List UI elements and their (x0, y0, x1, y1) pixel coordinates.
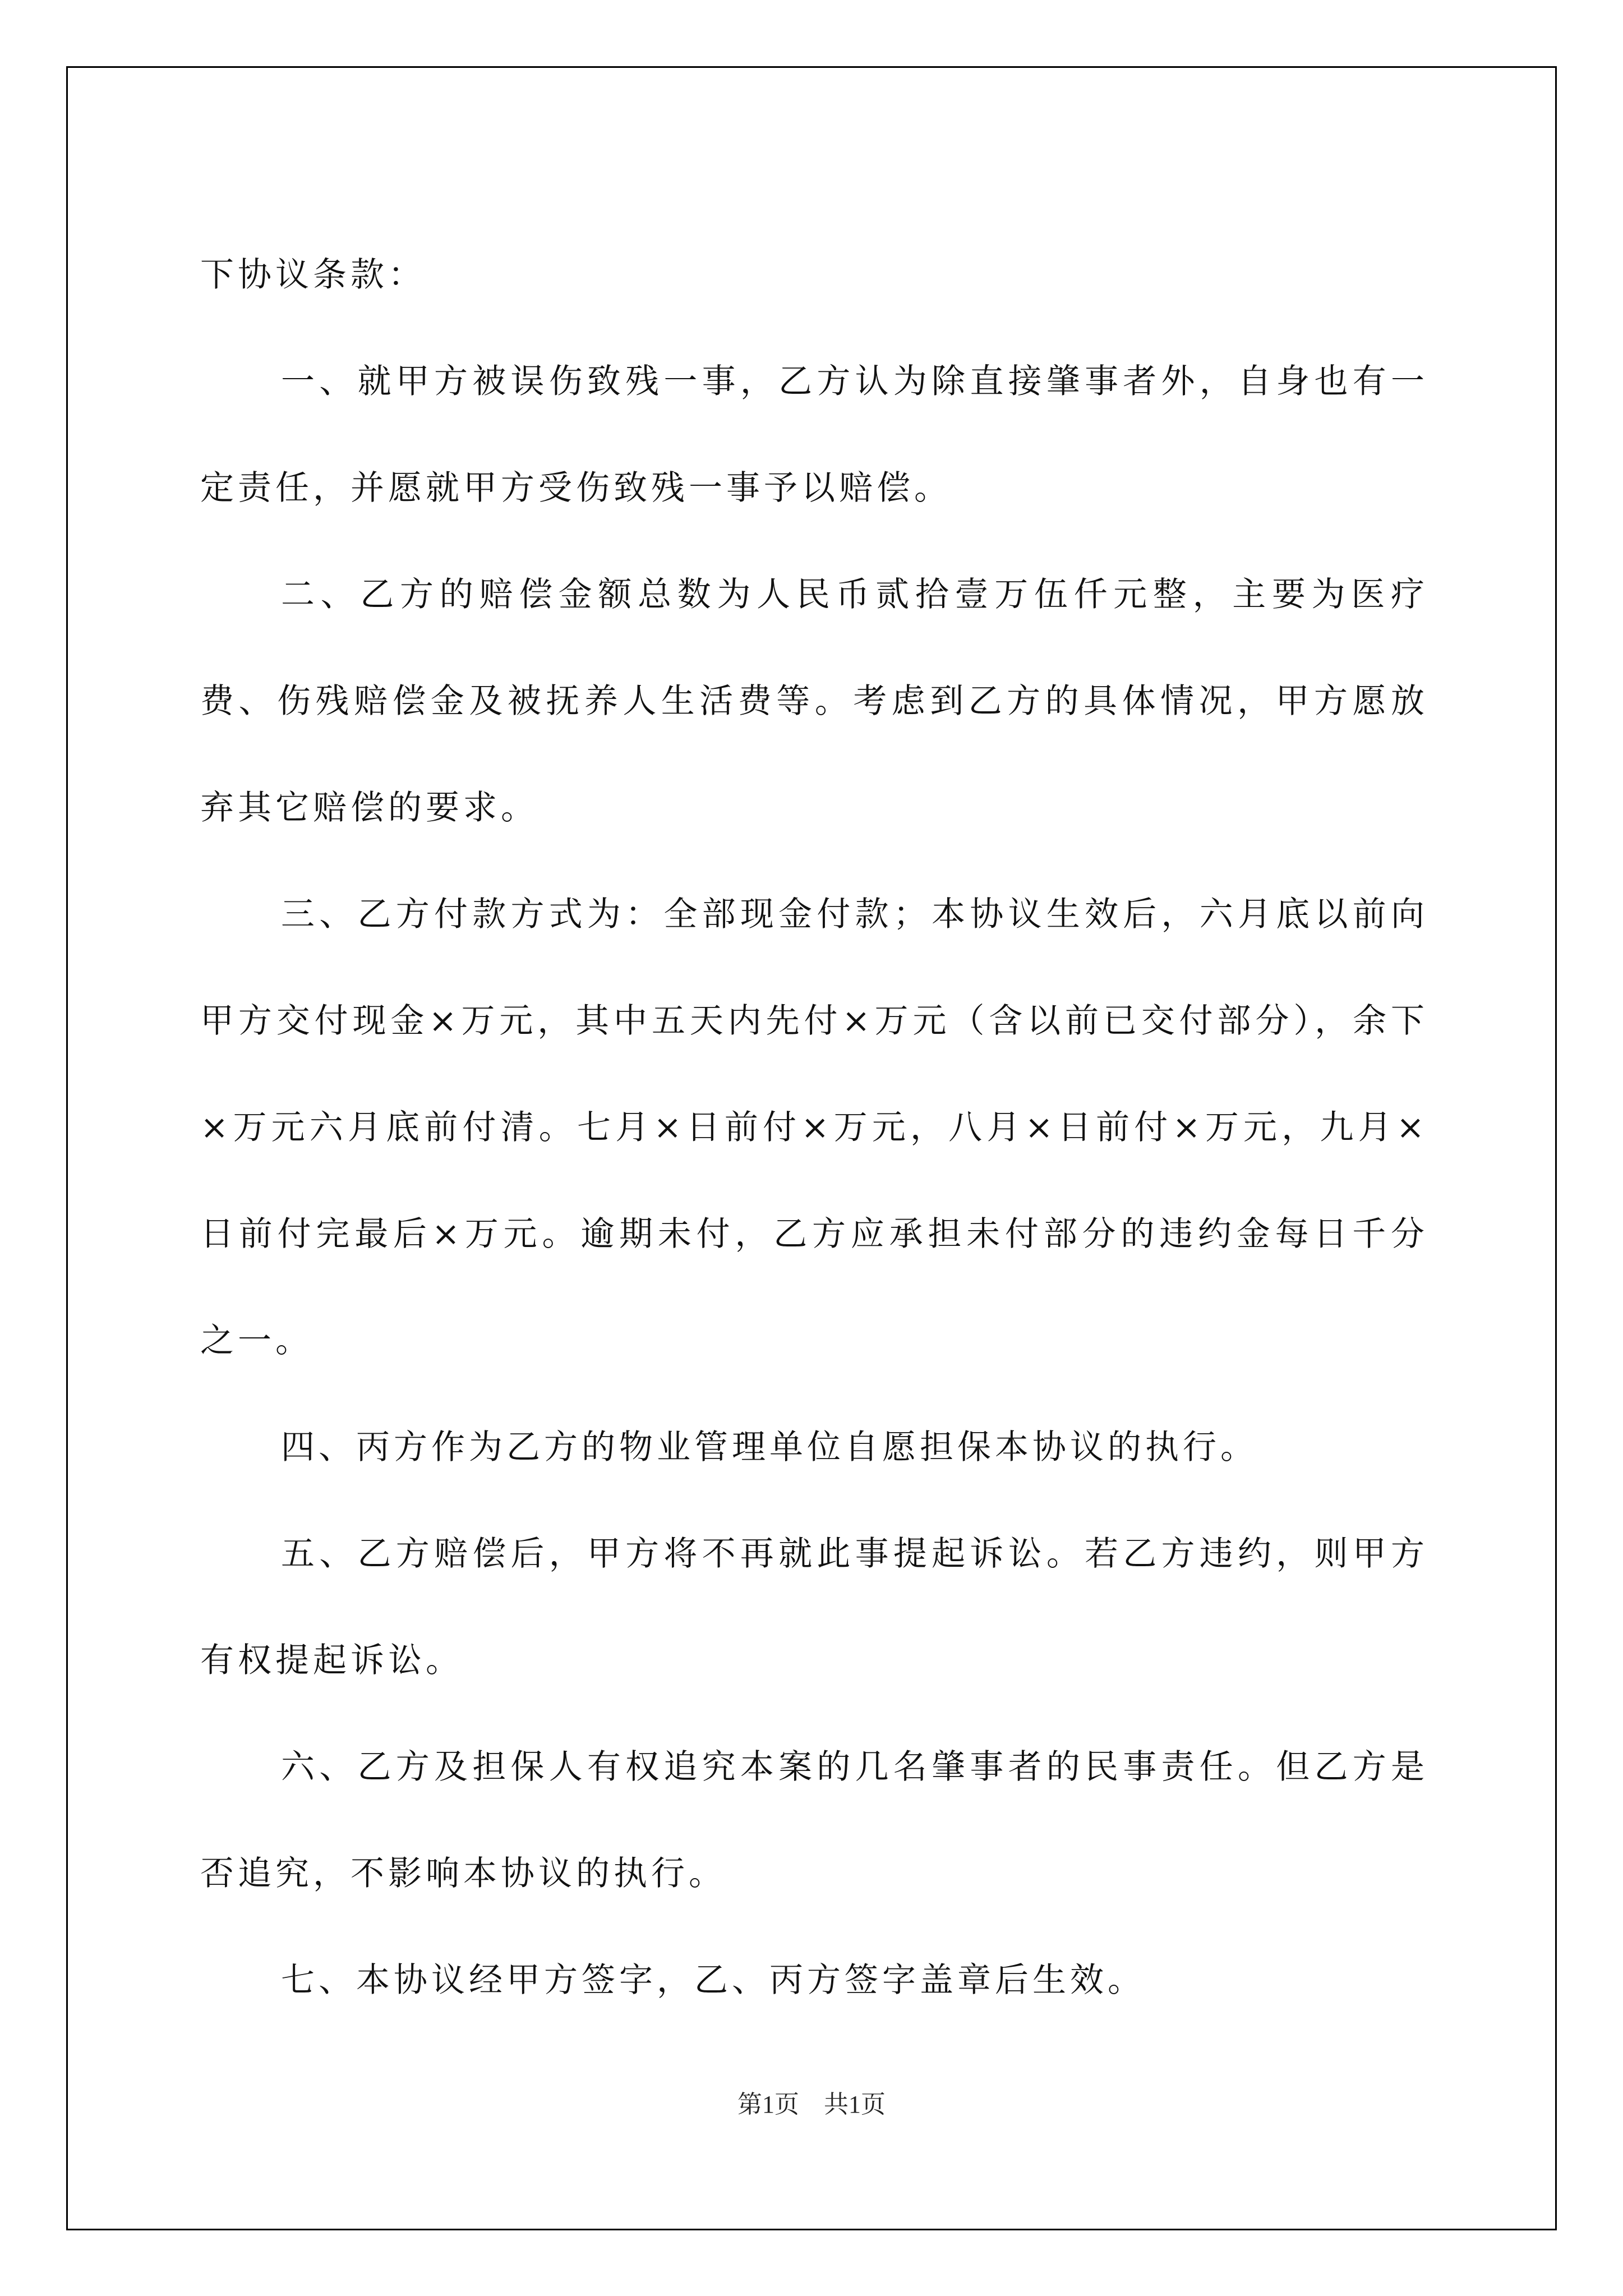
paragraph-clause-6: 六、乙方及担保人有权追究本案的几名肇事者的民事责任。但乙方是否追究，不影响本协议的执行。 (200, 1747, 1428, 1893)
paragraph-clause-4: 四、丙方作为乙方的物业管理单位自愿担保本协议的执行。 (281, 1428, 1258, 1467)
paragraph-clause-5: 五、乙方赔偿后，甲方将不再就此事提起诉讼。若乙方违约，则甲方有权提起诉讼。 (200, 1534, 1428, 1680)
paragraph-clause-7: 七、本协议经甲方签字，乙、丙方签字盖章后生效。 (281, 1961, 1145, 2000)
paragraph-intro: 下协议条款： (200, 255, 426, 295)
paragraph-clause-1: 一、就甲方被误伤致残一事，乙方认为除直接肇事者外，自身也有一定责任，并愿就甲方受伤致残一事予以赔偿。 (200, 362, 1428, 508)
page-total: 共1页 (824, 2091, 886, 2118)
page-footer (0, 2088, 1623, 2122)
document-body (200, 222, 1428, 2033)
paragraph-clause-3: 三、乙方付款方式为：全部现金付款；本协议生效后，六月底以前向甲方交付现金×万元，其中五天内先付×万元（含以前已交付部分），余下×万元六月底前付清。七月×日前付×万元，八月×日前付×万元，九月×日前付完最后×万元。逾期未付，乙方应承担未付部分的违约金每日千分之一。 (200, 895, 1428, 1360)
page-number: 第1页 (737, 2091, 799, 2118)
paragraph-clause-2: 二、乙方的赔偿金额总数为人民币贰拾壹万伍仟元整，主要为医疗费、伤残赔偿金及被抚养人生活费等。考虑到乙方的具体情况，甲方愿放弃其它赔偿的要求。 (200, 575, 1428, 827)
